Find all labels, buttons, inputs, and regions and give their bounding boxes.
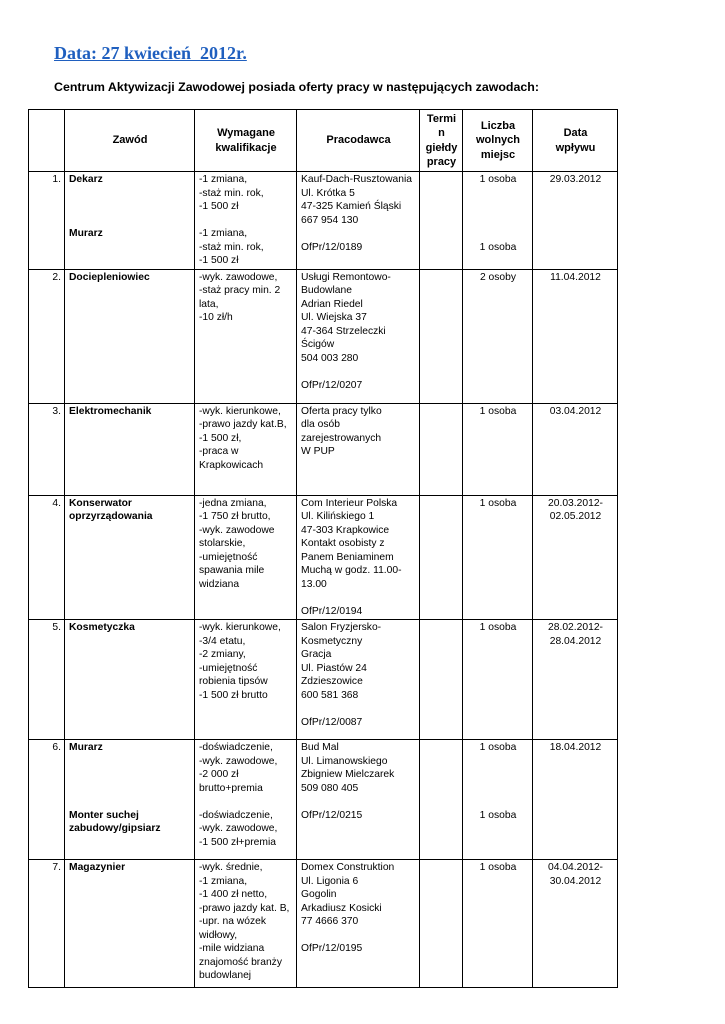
vacancies: 1 osoba xyxy=(463,860,533,988)
occupation: Dociepleniowiec xyxy=(65,269,195,403)
col-header-lp xyxy=(29,110,65,172)
intro-text: Centrum Aktywizacji Zawodowej posiada oferty pracy w następujących zawodach: xyxy=(54,80,539,94)
occupation: Murarz Monter suchej zabudowy/gipsiarz xyxy=(65,740,195,860)
row-number: 4. xyxy=(29,495,65,620)
table-row xyxy=(29,740,618,860)
vacancies: 1 osoba xyxy=(463,495,533,620)
col-header-termin: Termi n giełdy pracy xyxy=(420,110,463,172)
col-header-liczba: Liczba wolnych miejsc xyxy=(463,110,533,172)
qualifications: -wyk. kierunkowe, -prawo jazdy kat.B, -1 500 zł, -praca w Krapkowicach xyxy=(195,403,297,495)
fair-date xyxy=(420,403,463,495)
qualifications: -wyk. zawodowe, -staż pracy min. 2 lata, -10 zł/h xyxy=(195,269,297,403)
table-row xyxy=(29,172,618,270)
received-date: 11.04.2012 xyxy=(533,269,618,403)
occupation: Elektromechanik xyxy=(65,403,195,495)
row-number: 2. xyxy=(29,269,65,403)
col-header-zawod: Zawód xyxy=(65,110,195,172)
table-row xyxy=(29,860,618,988)
employer: Kauf-Dach-Rusztowania Ul. Krótka 5 47-325 Kamień Śląski 667 954 130 OfPr/12/0189 xyxy=(297,172,420,270)
fair-date xyxy=(420,740,463,860)
document-date-title: Data: 27 kwiecień 2012r. xyxy=(54,43,247,63)
fair-date xyxy=(420,495,463,620)
received-date: 28.02.2012- 28.04.2012 xyxy=(533,620,618,740)
fair-date xyxy=(420,269,463,403)
table-header-row xyxy=(29,110,618,172)
table-row xyxy=(29,620,618,740)
received-date: 29.03.2012 xyxy=(533,172,618,270)
employer: Salon Fryzjersko- Kosmetyczny Gracja Ul. Piastów 24 Zdzieszowice 600 581 368 OfPr/12/0087 xyxy=(297,620,420,740)
fair-date xyxy=(420,172,463,270)
fair-date xyxy=(420,620,463,740)
received-date: 20.03.2012- 02.05.2012 xyxy=(533,495,618,620)
col-header-data: Data wpływu xyxy=(533,110,618,172)
occupation: Magazynier xyxy=(65,860,195,988)
employer: Domex Construktion Ul. Ligonia 6 Gogolin Arkadiusz Kosicki 77 4666 370 OfPr/12/0195 xyxy=(297,860,420,988)
row-number: 1. xyxy=(29,172,65,270)
table-row xyxy=(29,495,618,620)
employer: Oferta pracy tylko dla osób zarejestrowanych W PUP xyxy=(297,403,420,495)
qualifications: -wyk. kierunkowe, -3/4 etatu, -2 zmiany, -umiejętność robienia tipsów -1 500 zł brutto xyxy=(195,620,297,740)
row-number: 5. xyxy=(29,620,65,740)
vacancies: 1 osoba xyxy=(463,403,533,495)
occupation: Kosmetyczka xyxy=(65,620,195,740)
fair-date xyxy=(420,860,463,988)
vacancies: 1 osoba 1 osoba xyxy=(463,740,533,860)
qualifications: -1 zmiana, -staż min. rok, -1 500 zł -1 zmiana, -staż min. rok, -1 500 zł xyxy=(195,172,297,270)
vacancies: 2 osoby xyxy=(463,269,533,403)
job-offers-table xyxy=(28,109,618,988)
employer: Com Interieur Polska Ul. Kilińskiego 1 47-303 Krapkowice Kontakt osobisty z Panem Beniaminem Muchą w godz. 11.00- 13.00 OfPr/12/0194 xyxy=(297,495,420,620)
col-header-pracodawca: Pracodawca xyxy=(297,110,420,172)
table-row xyxy=(29,269,618,403)
row-number: 6. xyxy=(29,740,65,860)
qualifications: -wyk. średnie, -1 zmiana, -1 400 zł netto, -prawo jazdy kat. B, -upr. na wózek widłowy, -mile widziana znajomość branży budowlanej xyxy=(195,860,297,988)
vacancies: 1 osoba 1 osoba xyxy=(463,172,533,270)
qualifications: -doświadczenie, -wyk. zawodowe, -2 000 zł brutto+premia -doświadczenie, -wyk. zawodowe, -1 500 zł+premia xyxy=(195,740,297,860)
employer: Usługi Remontowo- Budowlane Adrian Riedel Ul. Wiejska 37 47-364 Strzeleczki Ścigów 504 003 280 OfPr/12/0207 xyxy=(297,269,420,403)
vacancies: 1 osoba xyxy=(463,620,533,740)
col-header-kwalifikacje: Wymagane kwalifikacje xyxy=(195,110,297,172)
table-row xyxy=(29,403,618,495)
row-number: 7. xyxy=(29,860,65,988)
received-date: 04.04.2012- 30.04.2012 xyxy=(533,860,618,988)
occupation: Dekarz Murarz xyxy=(65,172,195,270)
qualifications: -jedna zmiana, -1 750 zł brutto, -wyk. zawodowe stolarskie, -umiejętność spawania mile widziana xyxy=(195,495,297,620)
row-number: 3. xyxy=(29,403,65,495)
occupation: Konserwator oprzyrządowania xyxy=(65,495,195,620)
employer: Bud Mal Ul. Limanowskiego Zbigniew Mielczarek 509 080 405 OfPr/12/0215 xyxy=(297,740,420,860)
received-date: 18.04.2012 xyxy=(533,740,618,860)
received-date: 03.04.2012 xyxy=(533,403,618,495)
